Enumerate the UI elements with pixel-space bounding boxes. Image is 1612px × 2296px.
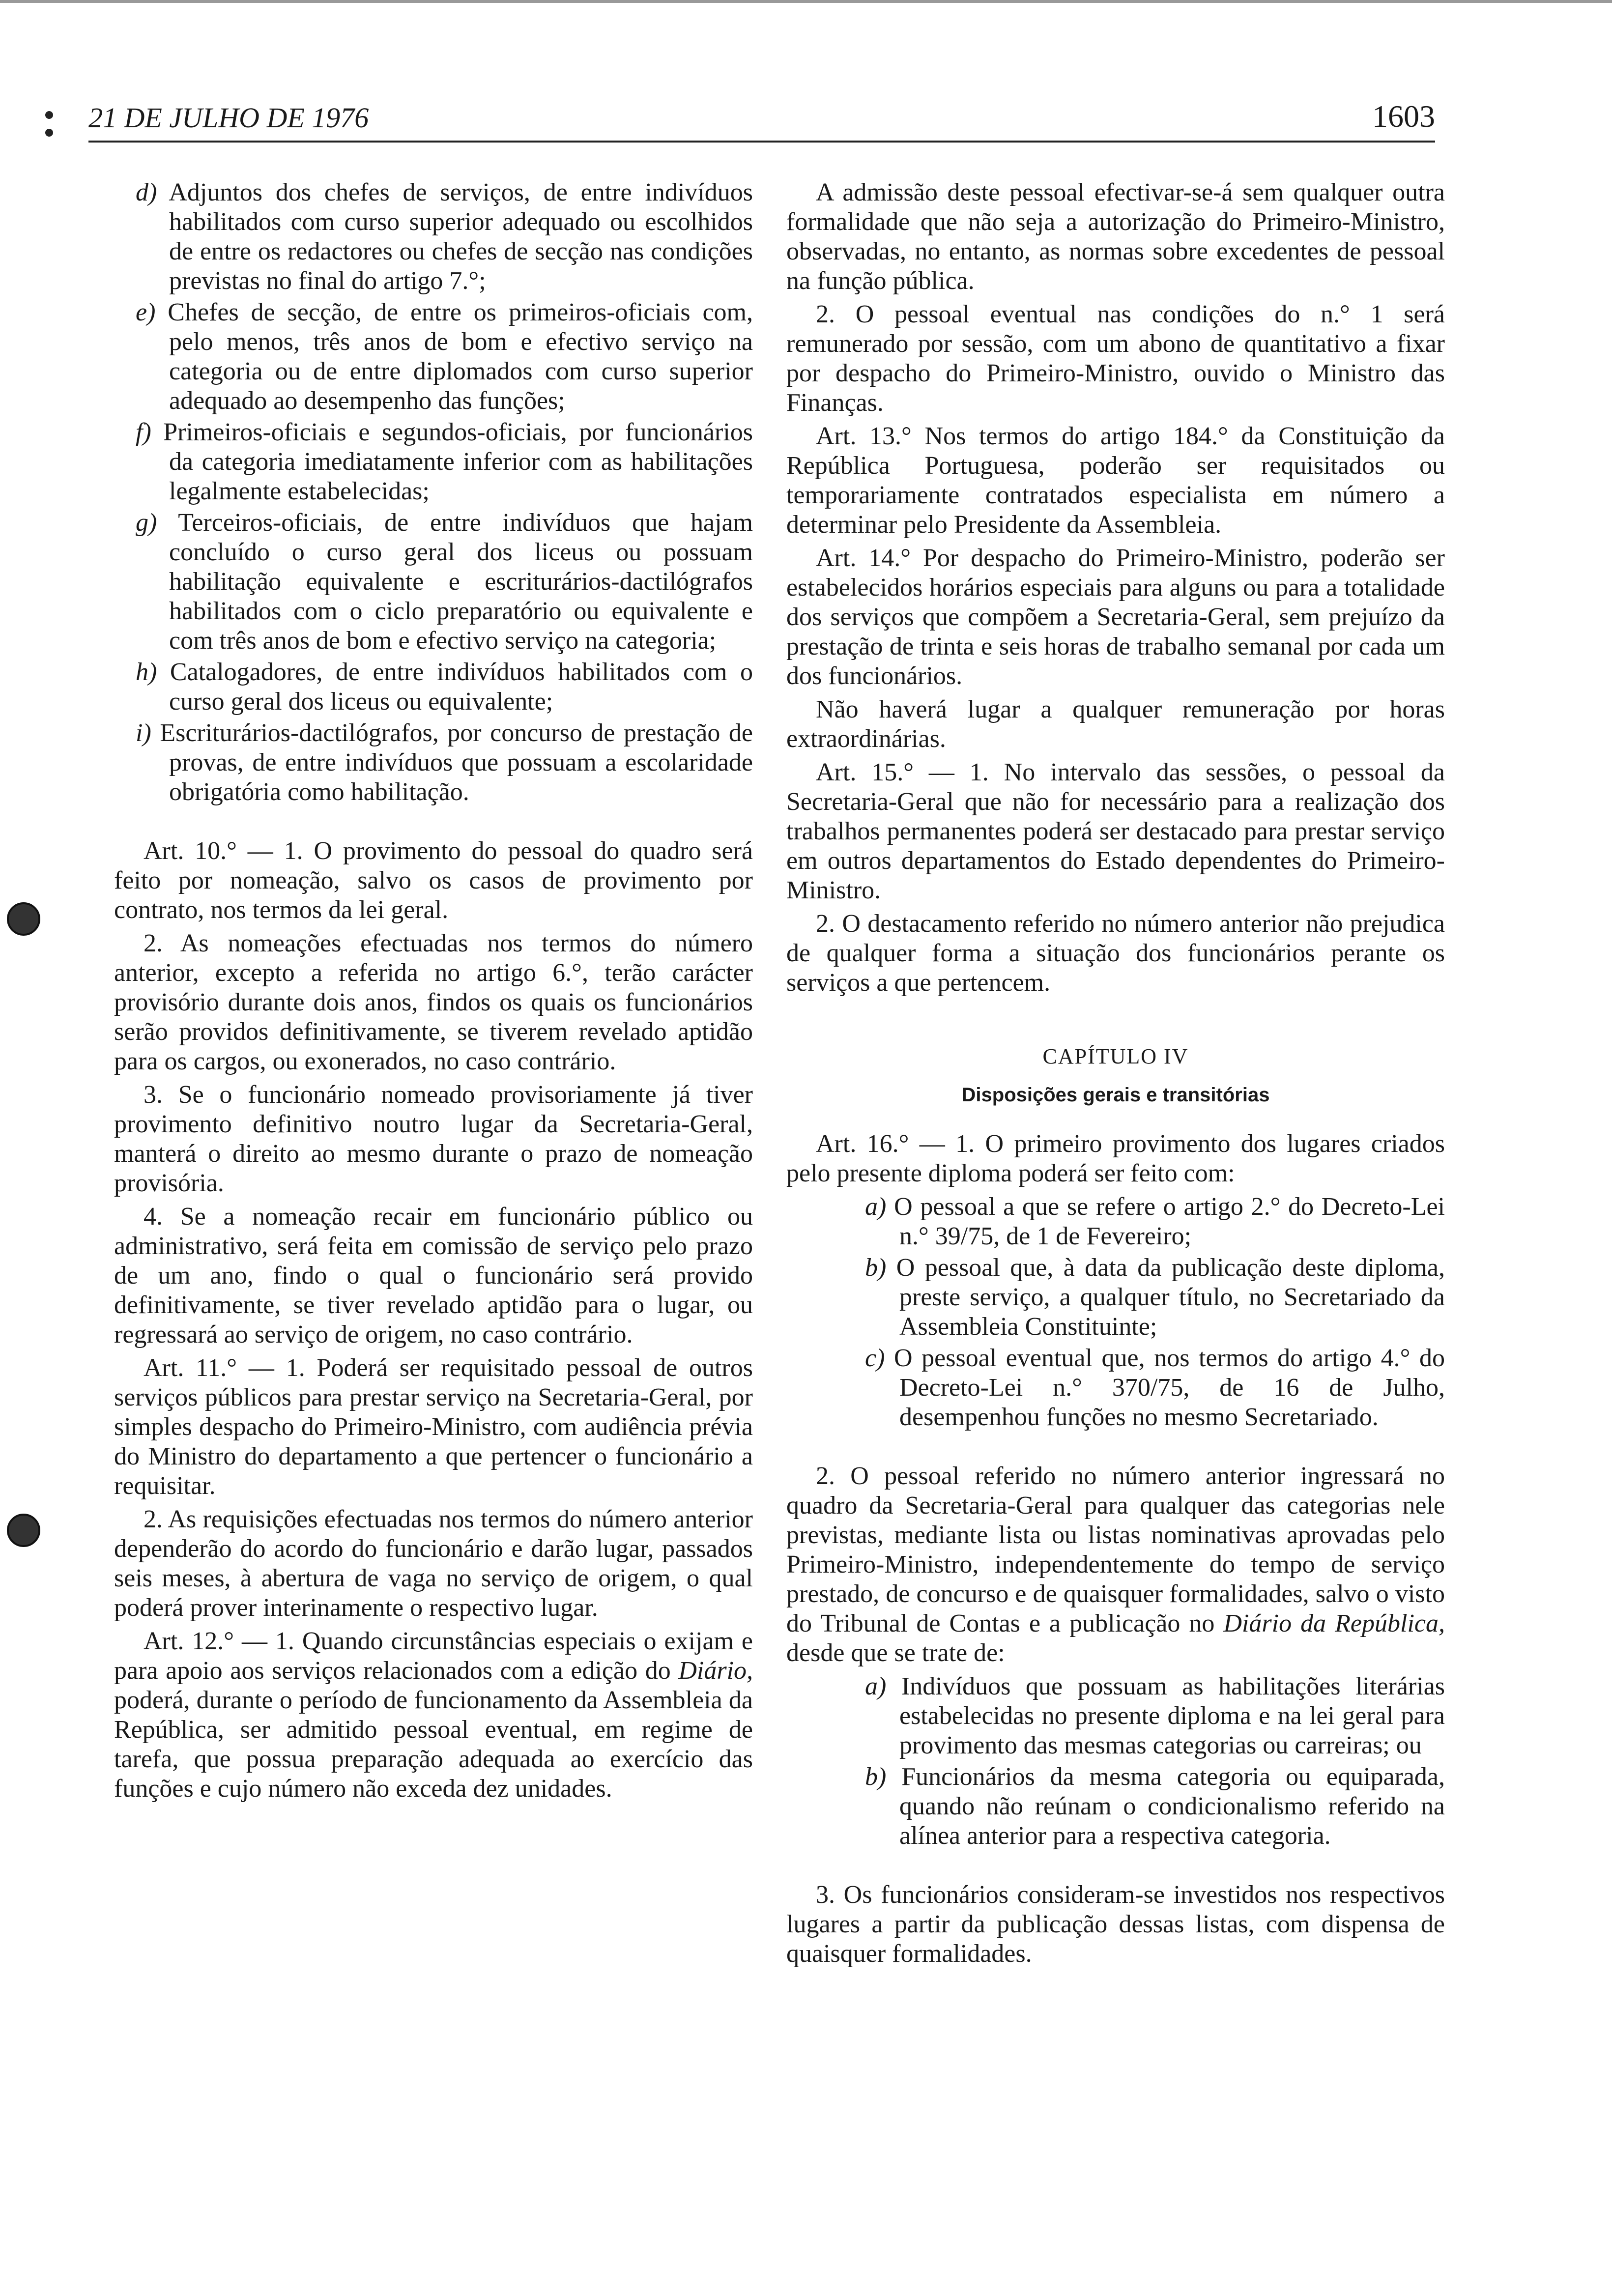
paragraph: 4. Se a nomeação recair em funcionário público ou administrativo, será feita em comissão de serviço pelo prazo de um ano, findo o qual o funcionário será provido definitivamente, se tiver revelado aptidão para o lugar, ou regressará ao serviço de origem, no caso contrário. [114,1203,753,1349]
scan-speck [45,111,53,119]
list-item: g) Terceiros-oficiais, de entre indivíduos que hajam concluído o curso geral dos liceus ou possuam habilitação equivalente e escriturários-dactilógrafos habilitados com o ciclo preparatório ou equivalente e com três anos de bom e efectivo serviço na categoria; [136,509,753,655]
paragraph: 2. As nomeações efectuadas nos termos do número anterior, excepto a referida no artigo 6.°, terão carácter provisório durante dois anos, findos os quais os funcionários serão providos definitivamente, se tiverem revelado aptidão para os cargos, ou exonerados, no caso contrário. [114,929,753,1075]
paragraph: Art. 13.° Nos termos do artigo 184.° da Constituição da República Portuguesa, poderão ser requisitados ou temporariamente contratados especialista em número a determinar pelo Presidente da Assembleia. [786,422,1445,539]
paragraph: 2. O destacamento referido no número anterior não prejudica de qualquer forma a situação dos funcionários perante os serviços a que pertencem. [786,910,1445,997]
paragraph: 3. Se o funcionário nomeado provisoriamente já tiver provimento definitivo noutro lugar da Secretaria-Geral, manterá o direito ao mesmo durante o prazo de nomeação provisória. [114,1081,753,1197]
list-item: a) Indivíduos que possuam as habilitações literárias estabelecidas no presente diploma e na lei geral para provimento das mesmas categorias ou carreiras; ou [865,1672,1445,1759]
punch-hole-mark [7,902,40,936]
paragraph-art-12: Art. 12.° — 1. Quando circunstâncias especiais o exijam e para apoio aos serviços relacionados com a edição do Diário, poderá, durante o período de funcionamento da Assembleia da República, ser admitido pessoal eventual, em regime de tarefa, que possua preparação adequada ao exercício das funções e cujo número não exceda dez unidades. [114,1627,753,1803]
paragraph: 3. Os funcionários consideram-se investidos nos respectivos lugares a partir da publicação dessas listas, com dispensa de quaisquer formalidades. [786,1881,1445,1968]
punch-hole-mark [7,1514,40,1547]
paragraph: Não haverá lugar a qualquer remuneração por horas extraordinárias. [786,695,1445,753]
paragraph: Art. 11.° — 1. Poderá ser requisitado pessoal de outros serviços públicos para prestar serviço na Secretaria-Geral, por simples despacho do Primeiro-Ministro, com audiência prévia do Ministro do departamento a que pertencer o funcionário a requisitar. [114,1354,753,1500]
list-item: b) Funcionários da mesma categoria ou equiparada, quando não reúnam o condicionalismo referido na alínea anterior para a respectiva categoria. [865,1763,1445,1850]
paragraph: A admissão deste pessoal efectivar-se-á sem qualquer outra formalidade que não seja a autorização do Primeiro-Ministro, observadas, no entanto, as normas sobre excedentes de pessoal na função pública. [786,178,1445,295]
paragraph: Art. 15.° — 1. No intervalo das sessões, o pessoal da Secretaria-Geral que não for necessário para a realização dos trabalhos permanentes poderá ser destacado para prestar serviço em outros departamentos do Estado dependentes do Primeiro-Ministro. [786,758,1445,904]
chapter-subheading: Disposições gerais e transitórias [961,1084,1270,1106]
scan-speck [45,129,53,137]
paragraph: 2. O pessoal referido no número anterior ingressará no quadro da Secretaria-Geral para qualquer das categorias nele previstas, mediante lista ou listas nominativas aprovadas pelo Primeiro-Ministro, independentemente do tempo de serviço prestado, de concurso e de quaisquer formalidades, salvo o visto do Tribunal de Contas e a publicação no Diário da República, desde que se trate de: [786,1462,1445,1667]
page-header [88,96,1435,143]
paragraph: 2. As requisições efectuadas nos termos do número anterior dependerão do acordo do funcionário e darão lugar, passados seis meses, à abertura de vaga no serviço de origem, o qual poderá prover interinamente o respectivo lugar. [114,1505,753,1622]
list-item: f) Primeiros-oficiais e segundos-oficiais, por funcionários da categoria imediatamente inferior com as habilitações legalmente estabelecidas; [136,418,753,505]
list-item: h) Catalogadores, de entre indivíduos habilitados com o curso geral dos liceus ou equivalente; [136,658,753,716]
right-column [786,178,1445,1973]
header-date: 21 DE JULHO DE 1976 [88,102,369,134]
paragraph: Art. 10.° — 1. O provimento do pessoal do quadro será feito por nomeação, salvo os casos de provimento por contrato, nos termos da lei geral. [114,837,753,924]
left-column [114,178,753,1808]
list-item: b) O pessoal que, à data da publicação deste diploma, preste serviço, a qualquer título, no Secretariado da Assembleia Constituinte; [865,1254,1445,1341]
list-item: a) O pessoal a que se refere o artigo 2.° do Decreto-Lei n.° 39/75, de 1 de Fevereiro; [865,1193,1445,1250]
paragraph: 2. O pessoal eventual nas condições do n.° 1 será remunerado por sessão, com um abono de quantitativo a fixar por despacho do Primeiro-Ministro, ouvido o Ministro das Finanças. [786,300,1445,417]
list-item: i) Escriturários-dactilógrafos, por concurso de prestação de provas, de entre indivíduos que possuam a escolaridade obrigatória como habilitação. [136,719,753,806]
list-item: c) O pessoal eventual que, nos termos do artigo 4.° do Decreto-Lei n.° 370/75, de 16 de Julho, desempenhou funções no mesmo Secretariado. [865,1344,1445,1431]
list-item: d) Adjuntos dos chefes de serviços, de entre indivíduos habilitados com curso superior adequado ou escolhidos de entre os redactores ou chefes de secção nas condições previstas no final do artigo 7.°; [136,178,753,295]
page-number: 1603 [1372,99,1435,134]
list-item: e) Chefes de secção, de entre os primeiros-oficiais com, pelo menos, três anos de bom e efectivo serviço na categoria ou de entre diplomados com curso superior adequado ao desempenho das funções; [136,298,753,415]
paragraph: Art. 14.° Por despacho do Primeiro-Ministro, poderão ser estabelecidos horários especiais para alguns ou para a totalidade dos serviços que compõem a Secretaria-Geral, sem prejuízo da prestação de trinta e seis horas de trabalho semanal por cada um dos funcionários. [786,544,1445,690]
paragraph-art-16: Art. 16.° — 1. O primeiro provimento dos lugares criados pelo presente diploma poderá ser feito com: [786,1130,1445,1187]
scan-edge [0,0,1612,3]
chapter-heading: CAPÍTULO IV [1042,1044,1189,1068]
